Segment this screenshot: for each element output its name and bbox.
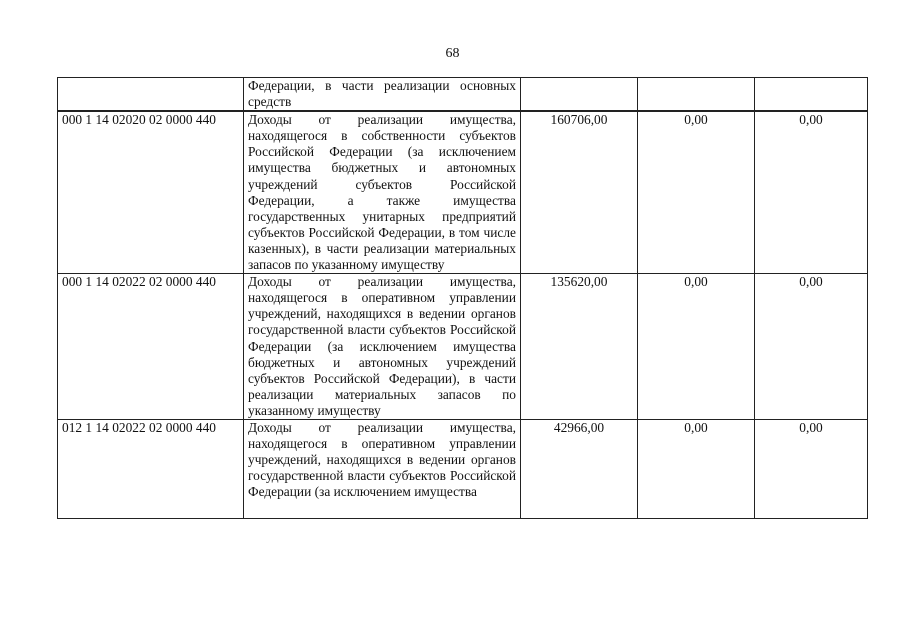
description-cell: Доходы от реализации имущества, находящегося в собственности субъектов Российской Федерации (за исключением имущества бюджетных и автономных учреждений субъектов Российской Федерации, а также имущества государственных унитарных предприятий субъектов Российской Федерации, в том числе казенных), в части реализации материальных запасов по указанному имуществу: [244, 111, 521, 273]
value-cell-1: 42966,00: [521, 419, 638, 518]
value-cell-2: [638, 78, 755, 112]
description-text: Доходы от реализации имущества, находящегося в оперативном управлении учреждений, находящихся в ведении органов государственной власти субъектов Российской Федерации (за исключением имущества: [248, 419, 516, 500]
table-row: [58, 78, 868, 112]
table-row: [58, 274, 868, 420]
value-cell-2: 0,00: [638, 111, 755, 273]
description-cell: Федерации, в части реализации основных средств: [244, 78, 521, 112]
budget-code-cell: [58, 78, 244, 112]
description-cell: [244, 419, 521, 518]
value-cell-2: 0,00: [638, 274, 755, 420]
budget-code-cell: 000 1 14 02020 02 0000 440: [58, 111, 244, 273]
value-cell-1: 135620,00: [521, 274, 638, 420]
value-cell-3: 0,00: [755, 111, 868, 273]
page-number: 68: [445, 46, 460, 61]
table-row: [58, 419, 868, 518]
value-cell-2: 0,00: [638, 419, 755, 518]
value-cell-3: 0,00: [755, 419, 868, 518]
budget-code-cell: 000 1 14 02022 02 0000 440: [58, 274, 244, 420]
budget-code-cell: 012 1 14 02022 02 0000 440: [58, 419, 244, 518]
value-cell-3: 0,00: [755, 274, 868, 420]
value-cell-3: [755, 78, 868, 112]
table-row: [58, 111, 868, 273]
description-cell: Доходы от реализации имущества, находящегося в оперативном управлении учреждений, находящихся в ведении органов государственной власти субъектов Российской Федерации (за исключением имущества бюджетных и автономных учреждений субъектов Российской Федерации), в части реализации материальных запасов по указанному имуществу: [244, 274, 521, 420]
revenue-table: [57, 77, 868, 519]
value-cell-1: 160706,00: [521, 111, 638, 273]
value-cell-1: [521, 78, 638, 112]
